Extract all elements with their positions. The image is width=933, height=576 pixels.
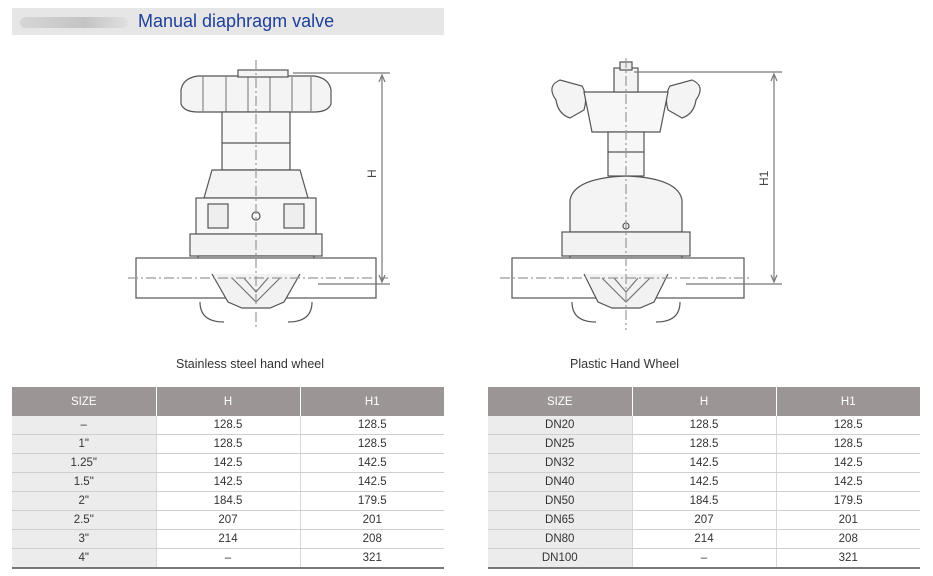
caption-plastic: Plastic Hand Wheel	[570, 357, 680, 371]
h1-cell: 142.5	[776, 473, 920, 492]
h-cell: 128.5	[156, 435, 300, 454]
h-cell: –	[156, 549, 300, 569]
table-row	[488, 511, 920, 530]
table-row	[12, 530, 444, 549]
size-cell: DN25	[488, 435, 632, 454]
h-cell: 142.5	[632, 454, 776, 473]
table-header-row	[488, 387, 920, 416]
h-cell: 142.5	[156, 473, 300, 492]
h1-cell: 321	[300, 549, 444, 569]
h-cell: 214	[632, 530, 776, 549]
table-header-row	[12, 387, 444, 416]
caption-stainless: Stainless steel hand wheel	[176, 357, 325, 371]
table-row	[12, 492, 444, 511]
blurred-logo	[20, 17, 128, 28]
table-row	[488, 416, 920, 435]
h1-cell: 128.5	[776, 416, 920, 435]
h-cell: 142.5	[156, 454, 300, 473]
stainless-valve-drawing	[128, 40, 398, 340]
size-cell: DN40	[488, 473, 632, 492]
size-cell: DN80	[488, 530, 632, 549]
page-title: Manual diaphragm valve	[138, 11, 335, 31]
h1-cell: 179.5	[776, 492, 920, 511]
header-h1: H1	[300, 387, 444, 416]
h1-cell: 128.5	[300, 416, 444, 435]
h1-cell: 179.5	[300, 492, 444, 511]
size-cell: DN50	[488, 492, 632, 511]
size-cell: 2"	[12, 492, 156, 511]
h1-cell: 142.5	[300, 454, 444, 473]
table-row	[12, 454, 444, 473]
h-cell: 128.5	[156, 416, 300, 435]
table-row	[12, 435, 444, 454]
dimension-table-dn	[488, 387, 920, 569]
h-cell: 142.5	[632, 473, 776, 492]
h-cell: 128.5	[632, 435, 776, 454]
table-row	[488, 492, 920, 511]
h1-cell: 142.5	[300, 473, 444, 492]
h-cell: –	[632, 549, 776, 569]
size-cell: DN100	[488, 549, 632, 569]
table-row	[12, 473, 444, 492]
table-row	[488, 473, 920, 492]
size-cell: 2.5"	[12, 511, 156, 530]
table-row	[12, 511, 444, 530]
size-cell: 4"	[12, 549, 156, 569]
header-size: SIZE	[12, 387, 156, 416]
header-size: SIZE	[488, 387, 632, 416]
h1-cell: 208	[300, 530, 444, 549]
h1-cell: 321	[776, 549, 920, 569]
h1-cell: 201	[300, 511, 444, 530]
size-cell: 1"	[12, 435, 156, 454]
size-cell: DN20	[488, 416, 632, 435]
h1-cell: 128.5	[300, 435, 444, 454]
table-row	[12, 549, 444, 569]
h-cell: 128.5	[632, 416, 776, 435]
h1-cell: 128.5	[776, 435, 920, 454]
h-cell: 214	[156, 530, 300, 549]
dimension-label-h: H	[365, 169, 379, 178]
table-row	[488, 454, 920, 473]
size-cell: 1.5"	[12, 473, 156, 492]
size-cell: –	[12, 416, 156, 435]
header-h: H	[156, 387, 300, 416]
dimension-table-inch	[12, 387, 444, 569]
size-cell: DN65	[488, 511, 632, 530]
size-cell: DN32	[488, 454, 632, 473]
plastic-valve-drawing	[500, 40, 790, 340]
table-row	[488, 530, 920, 549]
h-cell: 184.5	[156, 492, 300, 511]
header-h1: H1	[776, 387, 920, 416]
h1-cell: 201	[776, 511, 920, 530]
table-row	[488, 435, 920, 454]
size-cell: 3"	[12, 530, 156, 549]
dimension-label-h1: H1	[757, 170, 771, 186]
h1-cell: 208	[776, 530, 920, 549]
h-cell: 207	[632, 511, 776, 530]
title-bar	[12, 8, 444, 35]
table-row	[488, 549, 920, 569]
h1-cell: 142.5	[776, 454, 920, 473]
size-cell: 1.25"	[12, 454, 156, 473]
h-cell: 207	[156, 511, 300, 530]
table-row	[12, 416, 444, 435]
h-cell: 184.5	[632, 492, 776, 511]
header-h: H	[632, 387, 776, 416]
